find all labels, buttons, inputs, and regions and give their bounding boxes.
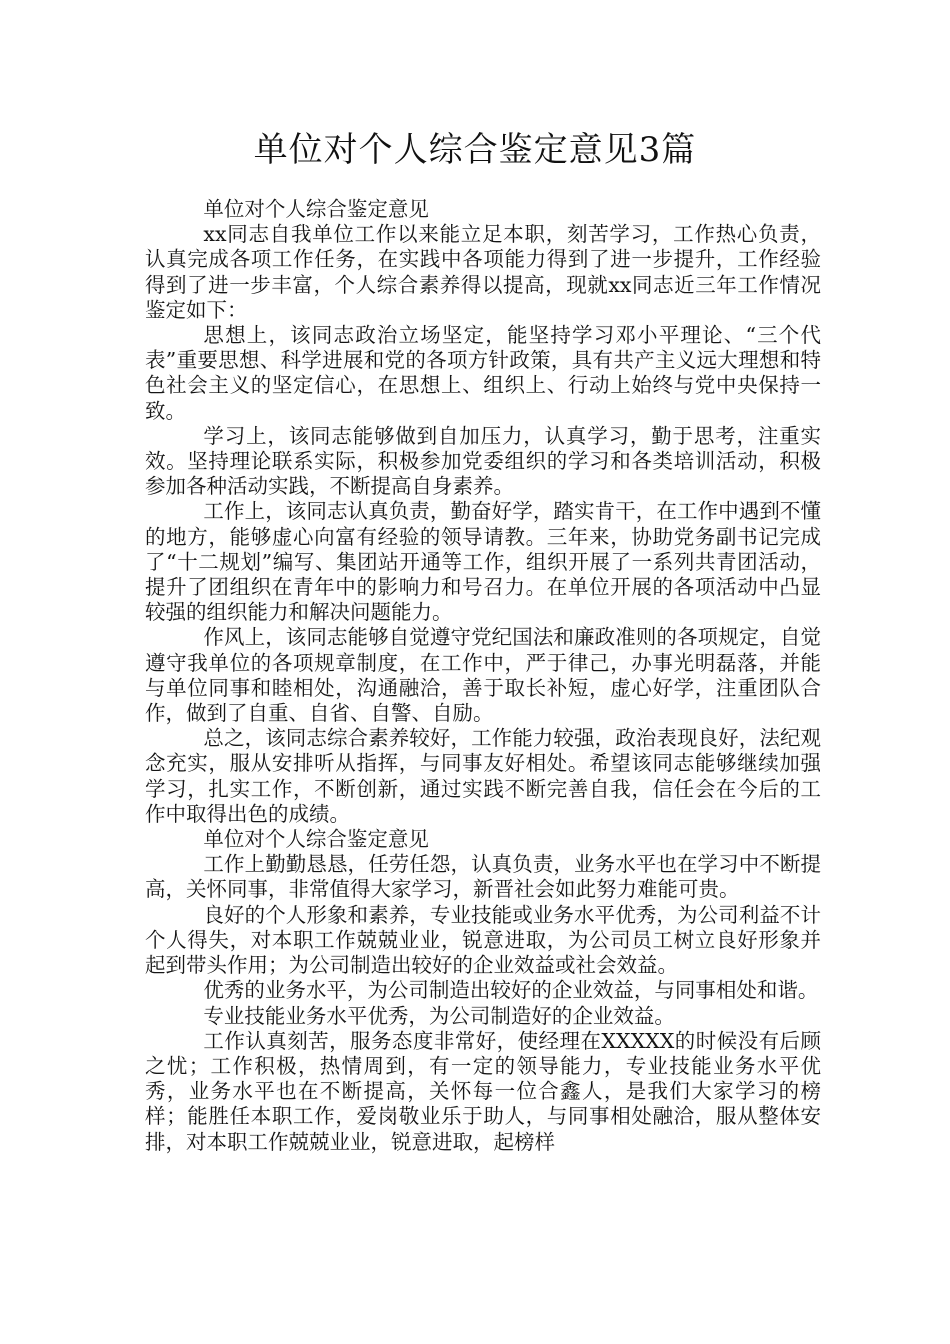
paragraph: 作风上，该同志能够自觉遵守党纪国法和廉政准则的各项规定，自觉遵守我单位的各项规章制度，在工作中，严于律己，办事光明磊落，并能与单位同事和睦相处，沟通融洽，善于取长补短，虚心好学，注重团队合作，做到了自重、自省、自警、自励。 (145, 625, 821, 726)
paragraph: 总之，该同志综合素养较好，工作能力较强，政治表现良好，法纪观念充实，服从安排听从指挥，与同事友好相处。希望该同志能够继续加强学习，扎实工作，不断创新，通过实践不断完善自我，信任会在今后的工作中取得出色的成绩。 (145, 726, 821, 826)
paragraph: xx同志自我单位工作以来能立足本职，刻苦学习，工作热心负责，认真完成各项工作任务，在实践中各项能力得到了进一步提升，工作经验得到了进一步丰富，个人综合素养得以提高，现就xx同志近三年工作情况鉴定如下： (145, 222, 821, 322)
paragraph-heading: 单位对个人综合鉴定意见 (203, 197, 429, 221)
paragraph: 良好的个人形象和素养，专业技能或业务水平优秀，为公司利益不计个人得失，对本职工作兢兢业业，锐意进取，为公司员工树立良好形象并起到带头作用；为公司制造出较好的企业效益或社会效益。 (145, 902, 821, 978)
paragraph: 工作上，该同志认真负责，勤奋好学，踏实肯干，在工作中遇到不懂的地方，能够虚心向富有经验的领导请教。三年来，协助党务副书记完成了“十二规划”编写、集团站开通等工作，组织开展了一系列共青团活动，提升了团组织在青年中的影响力和号召力。在单位开展的各项活动中凸显较强的组织能力和解决问题能力。 (145, 499, 821, 625)
document-body (145, 197, 821, 1155)
paragraph: 工作上勤勤恳恳，任劳任怨，认真负责，业务水平也在学习中不断提高，关怀同事，非常值得大家学习，新晋社会如此努力难能可贵。 (145, 852, 821, 902)
document-title: 单位对个人综合鉴定意见3篇 (253, 130, 697, 170)
paragraph-heading: 单位对个人综合鉴定意见 (203, 827, 429, 852)
paragraph: 思想上，该同志政治立场坚定，能坚持学习邓小平理论、“三个代表”重要思想、科学进展和党的各项方针政策，具有共产主义远大理想和特色社会主义的坚定信心，在思想上、组织上、行动上始终与党中央保持一致。 (145, 323, 821, 423)
paragraph: 学习上，该同志能够做到自加压力，认真学习，勤于思考，注重实效。坚持理论联系实际，积极参加党委组织的学习和各类培训活动，积极参加各种活动实践，不断提高自身素养。 (145, 423, 821, 499)
paragraph: 专业技能业务水平优秀，为公司制造好的企业效益。 (203, 1003, 675, 1028)
paragraph: 优秀的业务水平，为公司制造出较好的企业效益，与同事相处和谐。 (203, 978, 819, 1003)
paragraph: 工作认真刻苦，服务态度非常好，使经理在XXXXX的时候没有后顾之忧；工作积极，热情周到，有一定的领导能力，专业技能业务水平优秀，业务水平也在不断提高，关怀每一位合鑫人，是我们大家学习的榜样；能胜任本职工作，爱岗敬业乐于助人，与同事相处融洽，服从整体安排，对本职工作兢兢业业，锐意进取，起榜样 (145, 1028, 821, 1154)
